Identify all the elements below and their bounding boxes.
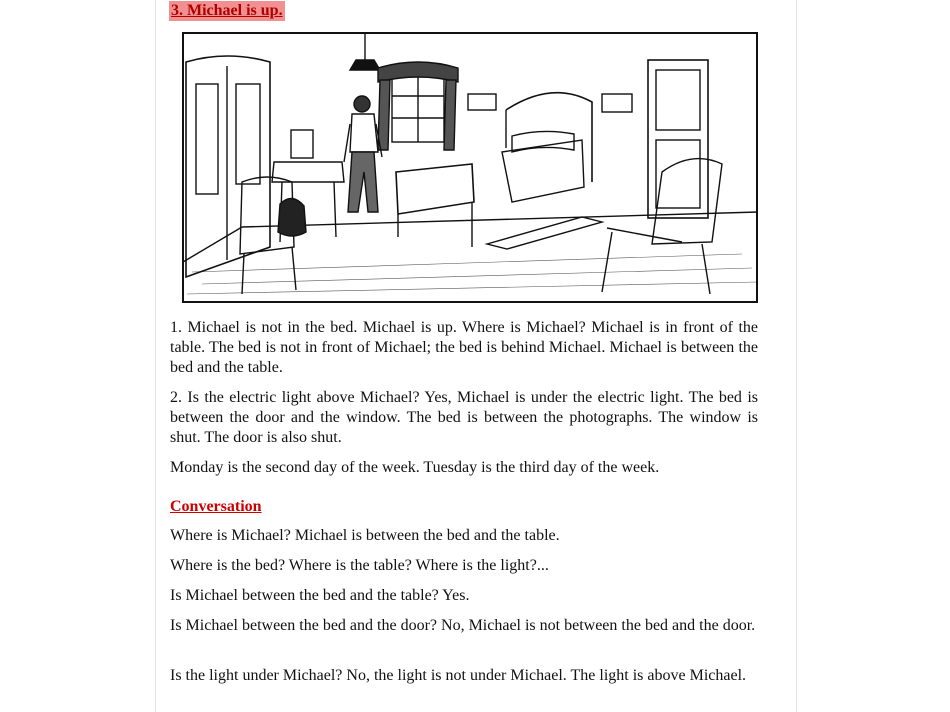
conversation-line: Is Michael between the bed and the door? No, Michael is not between the bed and the door.: [170, 617, 756, 634]
paragraph-2: 2. Is the electric light above Michael? Yes, Michael is under the electric light. The bed is between the door and the window. The bed is between the photographs. The window is shut. The door is also shut.: [170, 389, 758, 446]
conversation-line: Where is Michael? Michael is between the bed and the table.: [170, 527, 560, 544]
lesson-heading: 3. Michael is up.: [171, 2, 283, 19]
paragraph-1: 1. Michael is not in the bed. Michael is up. Where is Michael? Michael is in front of the table. The bed is not in front of Michael; the bed is behind Michael. Michael is between the bed and the table.: [170, 319, 758, 376]
bedroom-illustration: [182, 32, 758, 303]
conversation-line: Is Michael between the bed and the table? Yes.: [170, 587, 470, 604]
conversation-line: Where is the bed? Where is the table? Where is the light?...: [170, 557, 549, 574]
conversation-line: Is the light under Michael? No, the light is not under Michael. The light is above Michael.: [170, 667, 747, 684]
conversation-title: Conversation: [170, 498, 262, 515]
paragraph-3: Monday is the second day of the week. Tuesday is the third day of the week.: [170, 459, 660, 476]
document-page: [155, 0, 797, 712]
